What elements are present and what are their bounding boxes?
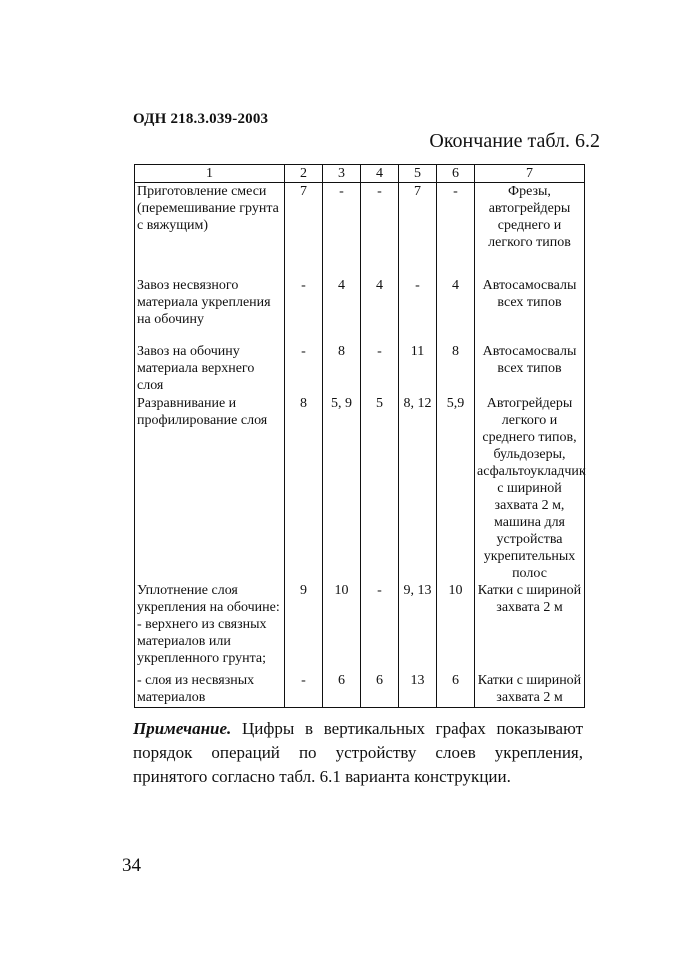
value-cell: 9, 13 bbox=[399, 582, 437, 672]
value-cell: - bbox=[437, 183, 475, 277]
machines-cell: Автосамосвалы всех типов bbox=[475, 277, 585, 343]
value-cell: 5, 9 bbox=[323, 395, 361, 582]
value-cell: 5,9 bbox=[437, 395, 475, 582]
column-header: 4 bbox=[361, 165, 399, 183]
value-cell: - bbox=[361, 183, 399, 277]
value-cell: 7 bbox=[285, 183, 323, 277]
note-label: Примечание. bbox=[133, 719, 232, 738]
document-code: ОДН 218.3.039-2003 bbox=[133, 111, 269, 127]
column-header: 7 bbox=[475, 165, 585, 183]
value-cell: 8 bbox=[323, 343, 361, 395]
operation-cell: Завоз на обочину материала верхнего слоя bbox=[135, 343, 285, 395]
value-cell: 6 bbox=[323, 672, 361, 708]
value-cell: - bbox=[323, 183, 361, 277]
value-cell: 4 bbox=[323, 277, 361, 343]
value-cell: 4 bbox=[437, 277, 475, 343]
table-row bbox=[135, 183, 585, 277]
note-text: Цифры в вертикальных графах показывают порядок операций по устройству слоев укрепления, принятого согласно табл. 6.1 варианта конструкции. bbox=[133, 719, 583, 786]
value-cell: 8, 12 bbox=[399, 395, 437, 582]
table-header-row bbox=[135, 165, 585, 183]
table-note bbox=[133, 717, 583, 789]
column-header: 3 bbox=[323, 165, 361, 183]
operation-cell: Завоз несвязного материала укрепления на обочину bbox=[135, 277, 285, 343]
operation-cell: - слоя из несвязных материалов bbox=[135, 672, 285, 708]
machines-cell: Катки с шириной захвата 2 м bbox=[475, 582, 585, 672]
value-cell: 5 bbox=[361, 395, 399, 582]
value-cell: 7 bbox=[399, 183, 437, 277]
column-header: 1 bbox=[135, 165, 285, 183]
value-cell: 8 bbox=[437, 343, 475, 395]
column-header: 2 bbox=[285, 165, 323, 183]
value-cell: 9 bbox=[285, 582, 323, 672]
machines-cell: Фрезы, автогрейдеры среднего и легкого типов bbox=[475, 183, 585, 277]
value-cell: 6 bbox=[437, 672, 475, 708]
value-cell: 8 bbox=[285, 395, 323, 582]
value-cell: 11 bbox=[399, 343, 437, 395]
table-caption: Окончание табл. 6.2 bbox=[429, 130, 600, 152]
table-row bbox=[135, 277, 585, 343]
value-cell: - bbox=[361, 582, 399, 672]
table-row bbox=[135, 395, 585, 582]
value-cell: 10 bbox=[437, 582, 475, 672]
column-header: 5 bbox=[399, 165, 437, 183]
value-cell: - bbox=[285, 672, 323, 708]
value-cell: - bbox=[399, 277, 437, 343]
table-row bbox=[135, 582, 585, 672]
value-cell: - bbox=[285, 277, 323, 343]
operation-cell: Разравнивание и профилирование слоя bbox=[135, 395, 285, 582]
value-cell: 6 bbox=[361, 672, 399, 708]
table-row bbox=[135, 672, 585, 708]
operation-cell: Уплотнение слоя укрепления на обочине: - верхнего из связных материалов или укрепленного грунта; bbox=[135, 582, 285, 672]
column-header: 6 bbox=[437, 165, 475, 183]
machines-cell: Автогрейдеры легкого и среднего типов, бульдозеры, асфальтоукладчик с шириной захвата 2 м, машина для устройства укрепительных полос bbox=[475, 395, 585, 582]
page-number: 34 bbox=[122, 855, 141, 876]
table-row bbox=[135, 343, 585, 395]
value-cell: - bbox=[285, 343, 323, 395]
machines-cell: Катки с шириной захвата 2 м bbox=[475, 672, 585, 708]
value-cell: 4 bbox=[361, 277, 399, 343]
value-cell: - bbox=[361, 343, 399, 395]
value-cell: 10 bbox=[323, 582, 361, 672]
value-cell: 13 bbox=[399, 672, 437, 708]
machines-cell: Автосамосвалы всех типов bbox=[475, 343, 585, 395]
operation-cell: Приготовление смеси (перемешивание грунта с вяжущим) bbox=[135, 183, 285, 277]
operations-table bbox=[134, 164, 585, 708]
